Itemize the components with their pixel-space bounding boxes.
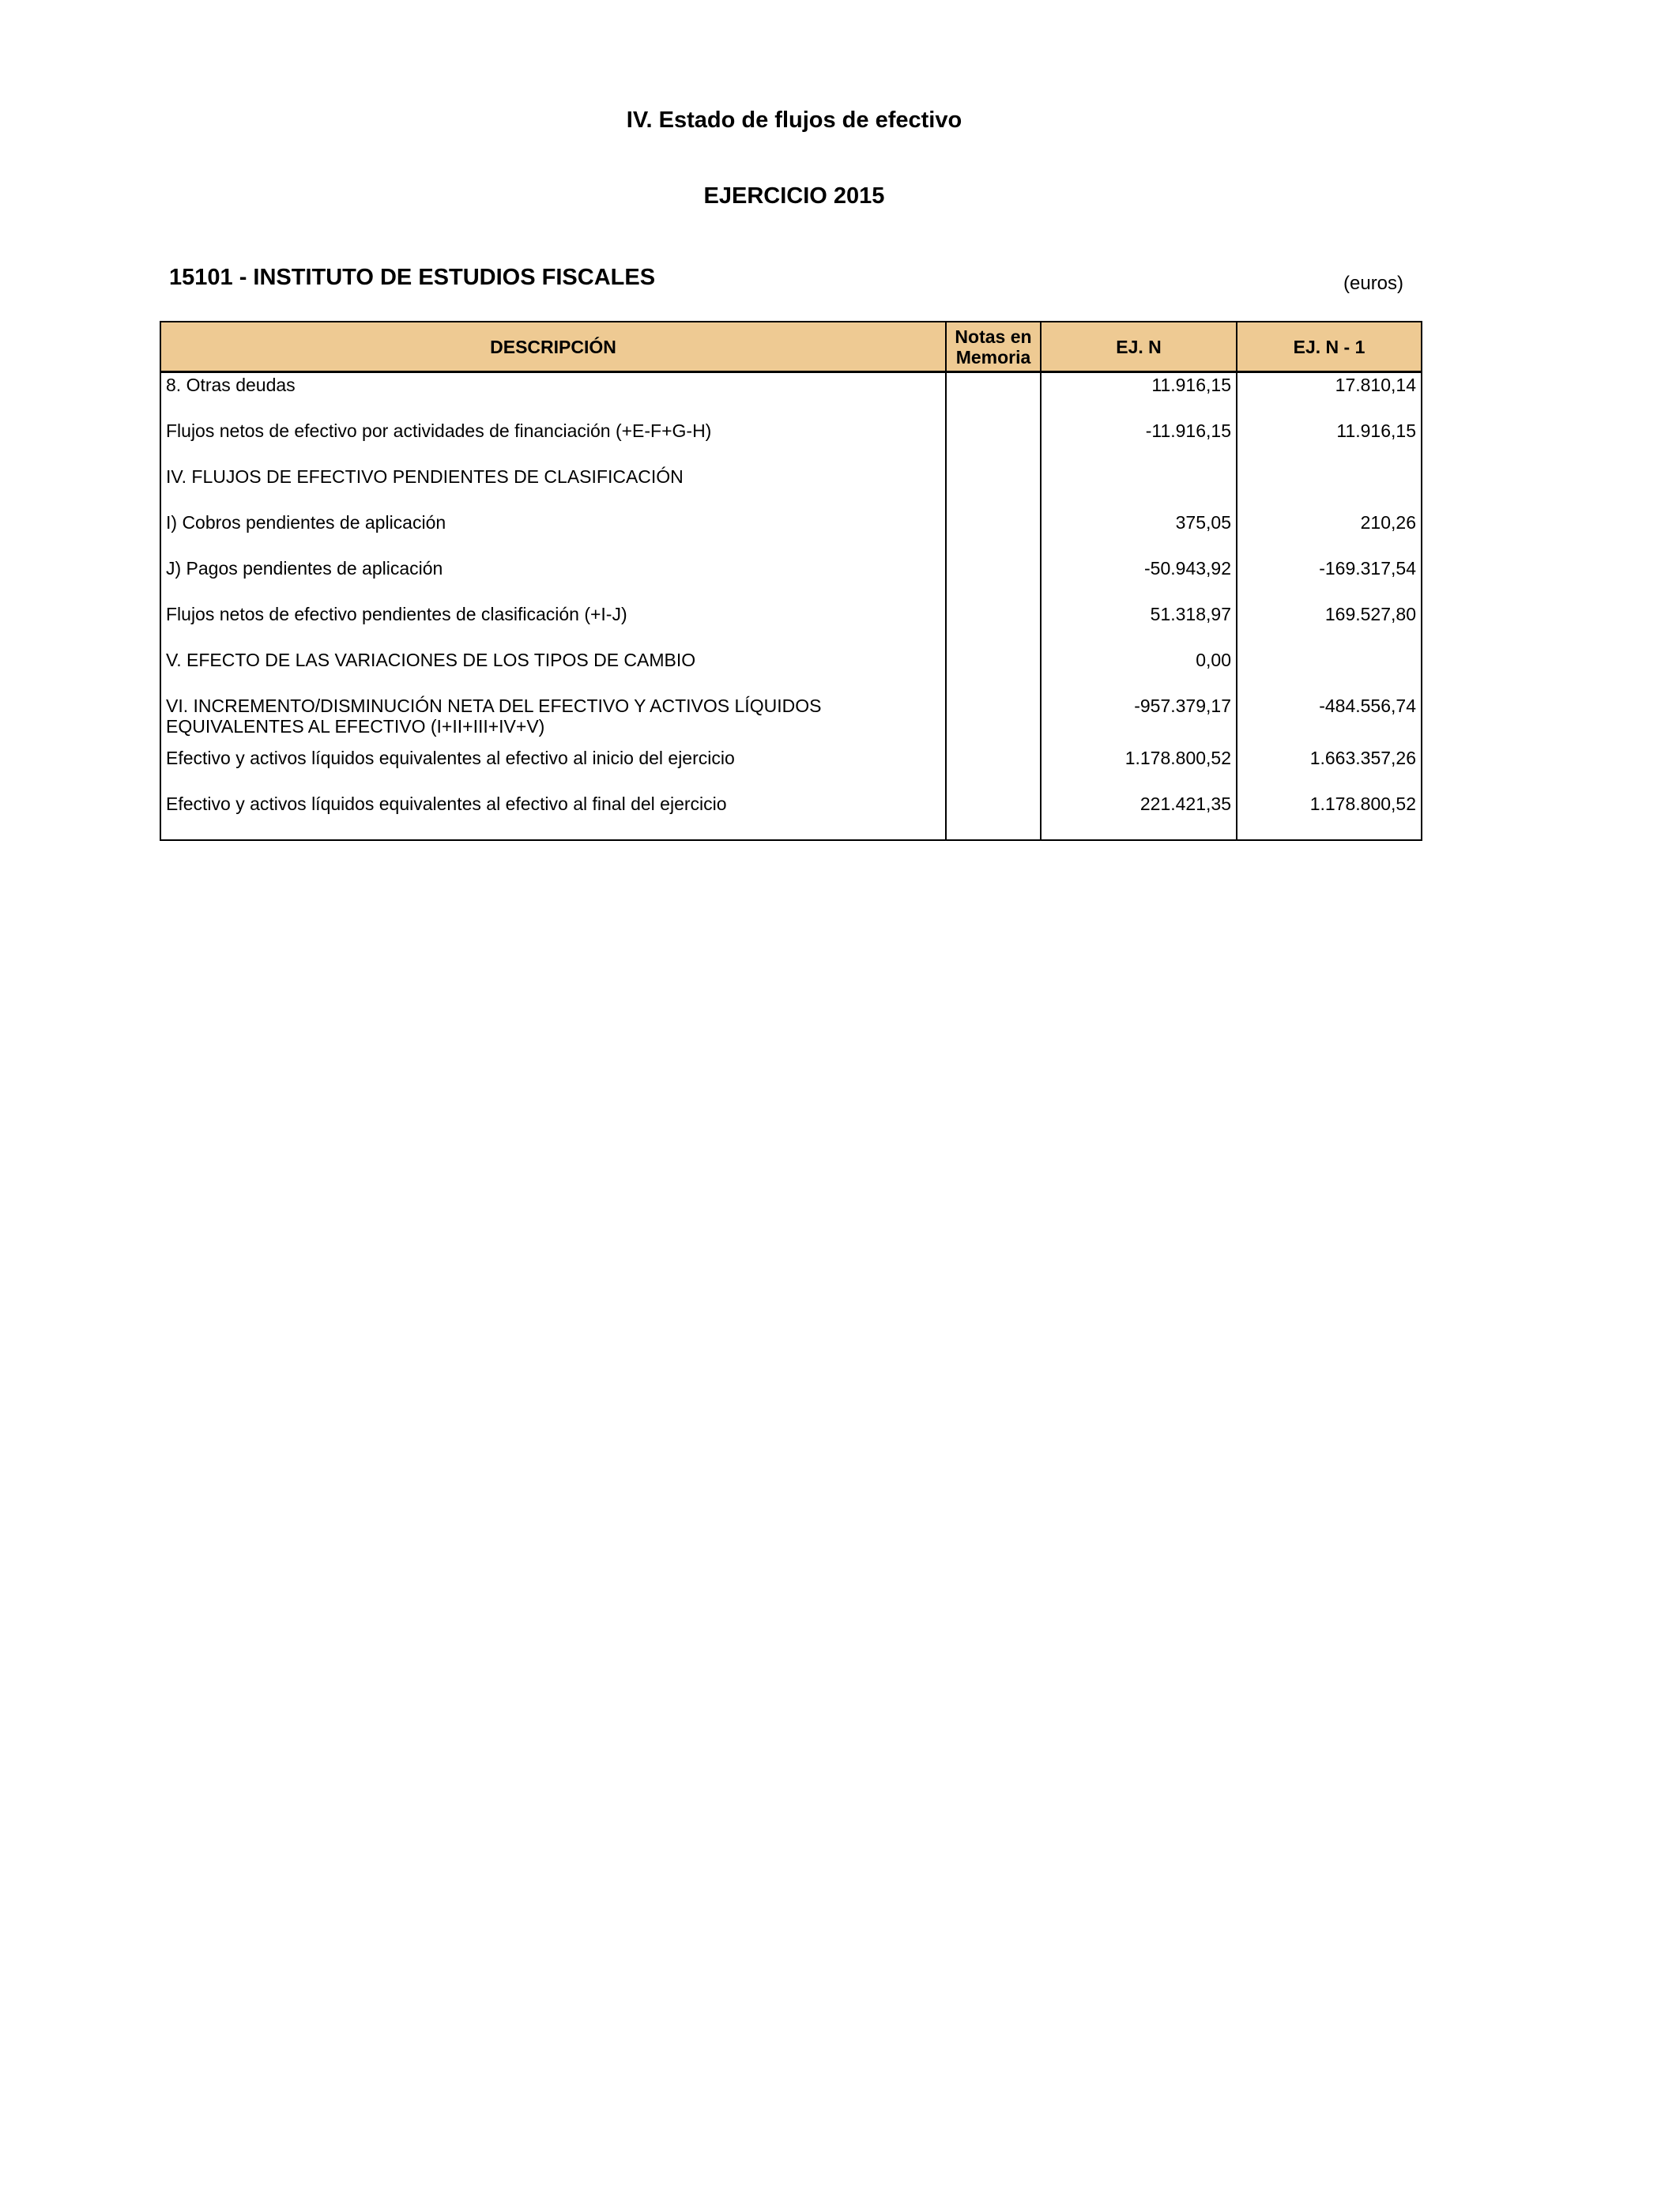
- row-value-year-n: 0,00: [1041, 648, 1237, 694]
- row-description: Flujos netos de efectivo pendientes de clasificación (+I-J): [160, 602, 946, 648]
- row-value-year-n: 1.178.800,52: [1041, 746, 1237, 792]
- cash-flow-statement-table: [160, 321, 1422, 841]
- table-row: [160, 556, 1422, 602]
- table-row: [160, 465, 1422, 511]
- row-notes: [946, 746, 1041, 792]
- row-value-year-n-minus-1: -484.556,74: [1237, 694, 1422, 746]
- header-notes-line2: Memoria: [955, 346, 1031, 368]
- row-notes: [946, 602, 1041, 648]
- row-notes: [946, 419, 1041, 465]
- row-notes: [946, 556, 1041, 602]
- row-notes: [946, 465, 1041, 511]
- table-header-row: [160, 322, 1422, 372]
- header-notes-line1: Notas en: [955, 326, 1032, 347]
- row-description-line1: VI. INCREMENTO/DISMINUCIÓN NETA DEL EFECTIVO Y ACTIVOS LÍQUIDOS: [166, 696, 822, 716]
- row-description: Efectivo y activos líquidos equivalentes al efectivo al final del ejercicio: [160, 792, 946, 840]
- header-year-n: EJ. N: [1041, 322, 1237, 372]
- row-value-year-n-minus-1: [1237, 465, 1422, 511]
- table-row: [160, 746, 1422, 792]
- row-value-year-n: -957.379,17: [1041, 694, 1237, 746]
- fiscal-year-label: EJERCICIO 2015: [703, 183, 885, 209]
- row-value-year-n-minus-1: 1.663.357,26: [1237, 746, 1422, 792]
- row-value-year-n: 375,05: [1041, 511, 1237, 556]
- row-value-year-n-minus-1: 17.810,14: [1237, 372, 1422, 420]
- row-description: IV. FLUJOS DE EFECTIVO PENDIENTES DE CLASIFICACIÓN: [160, 465, 946, 511]
- header-notes: [946, 322, 1041, 372]
- header-year-n-minus-1: EJ. N - 1: [1237, 322, 1422, 372]
- row-value-year-n: -11.916,15: [1041, 419, 1237, 465]
- document-title: IV. Estado de flujos de efectivo: [626, 107, 962, 133]
- row-description: V. EFECTO DE LAS VARIACIONES DE LOS TIPOS DE CAMBIO: [160, 648, 946, 694]
- table-row: [160, 511, 1422, 556]
- table-row: [160, 372, 1422, 420]
- row-value-year-n: -50.943,92: [1041, 556, 1237, 602]
- header-description: DESCRIPCIÓN: [160, 322, 946, 372]
- row-value-year-n-minus-1: 1.178.800,52: [1237, 792, 1422, 840]
- row-notes: [946, 792, 1041, 840]
- row-description-line2: EQUIVALENTES AL EFECTIVO (I+II+III+IV+V): [166, 716, 545, 737]
- table-row: [160, 648, 1422, 694]
- row-description: I) Cobros pendientes de aplicación: [160, 511, 946, 556]
- row-value-year-n-minus-1: 210,26: [1237, 511, 1422, 556]
- row-notes: [946, 694, 1041, 746]
- currency-units-label: (euros): [1343, 273, 1404, 294]
- table-row: [160, 419, 1422, 465]
- table-row: [160, 694, 1422, 746]
- row-notes: [946, 372, 1041, 420]
- row-value-year-n: [1041, 465, 1237, 511]
- table-row: [160, 602, 1422, 648]
- row-notes: [946, 511, 1041, 556]
- row-description: Flujos netos de efectivo por actividades de financiación (+E-F+G-H): [160, 419, 946, 465]
- row-value-year-n: 51.318,97: [1041, 602, 1237, 648]
- row-value-year-n: 221.421,35: [1041, 792, 1237, 840]
- row-value-year-n-minus-1: 169.527,80: [1237, 602, 1422, 648]
- row-description: Efectivo y activos líquidos equivalentes al efectivo al inicio del ejercicio: [160, 746, 946, 792]
- entity-name: 15101 - INSTITUTO DE ESTUDIOS FISCALES: [169, 265, 656, 290]
- row-description: 8. Otras deudas: [160, 372, 946, 420]
- row-value-year-n-minus-1: -169.317,54: [1237, 556, 1422, 602]
- table-row: [160, 792, 1422, 840]
- row-value-year-n-minus-1: [1237, 648, 1422, 694]
- row-value-year-n: 11.916,15: [1041, 372, 1237, 420]
- row-value-year-n-minus-1: 11.916,15: [1237, 419, 1422, 465]
- row-description: J) Pagos pendientes de aplicación: [160, 556, 946, 602]
- row-notes: [946, 648, 1041, 694]
- row-description: [160, 694, 946, 746]
